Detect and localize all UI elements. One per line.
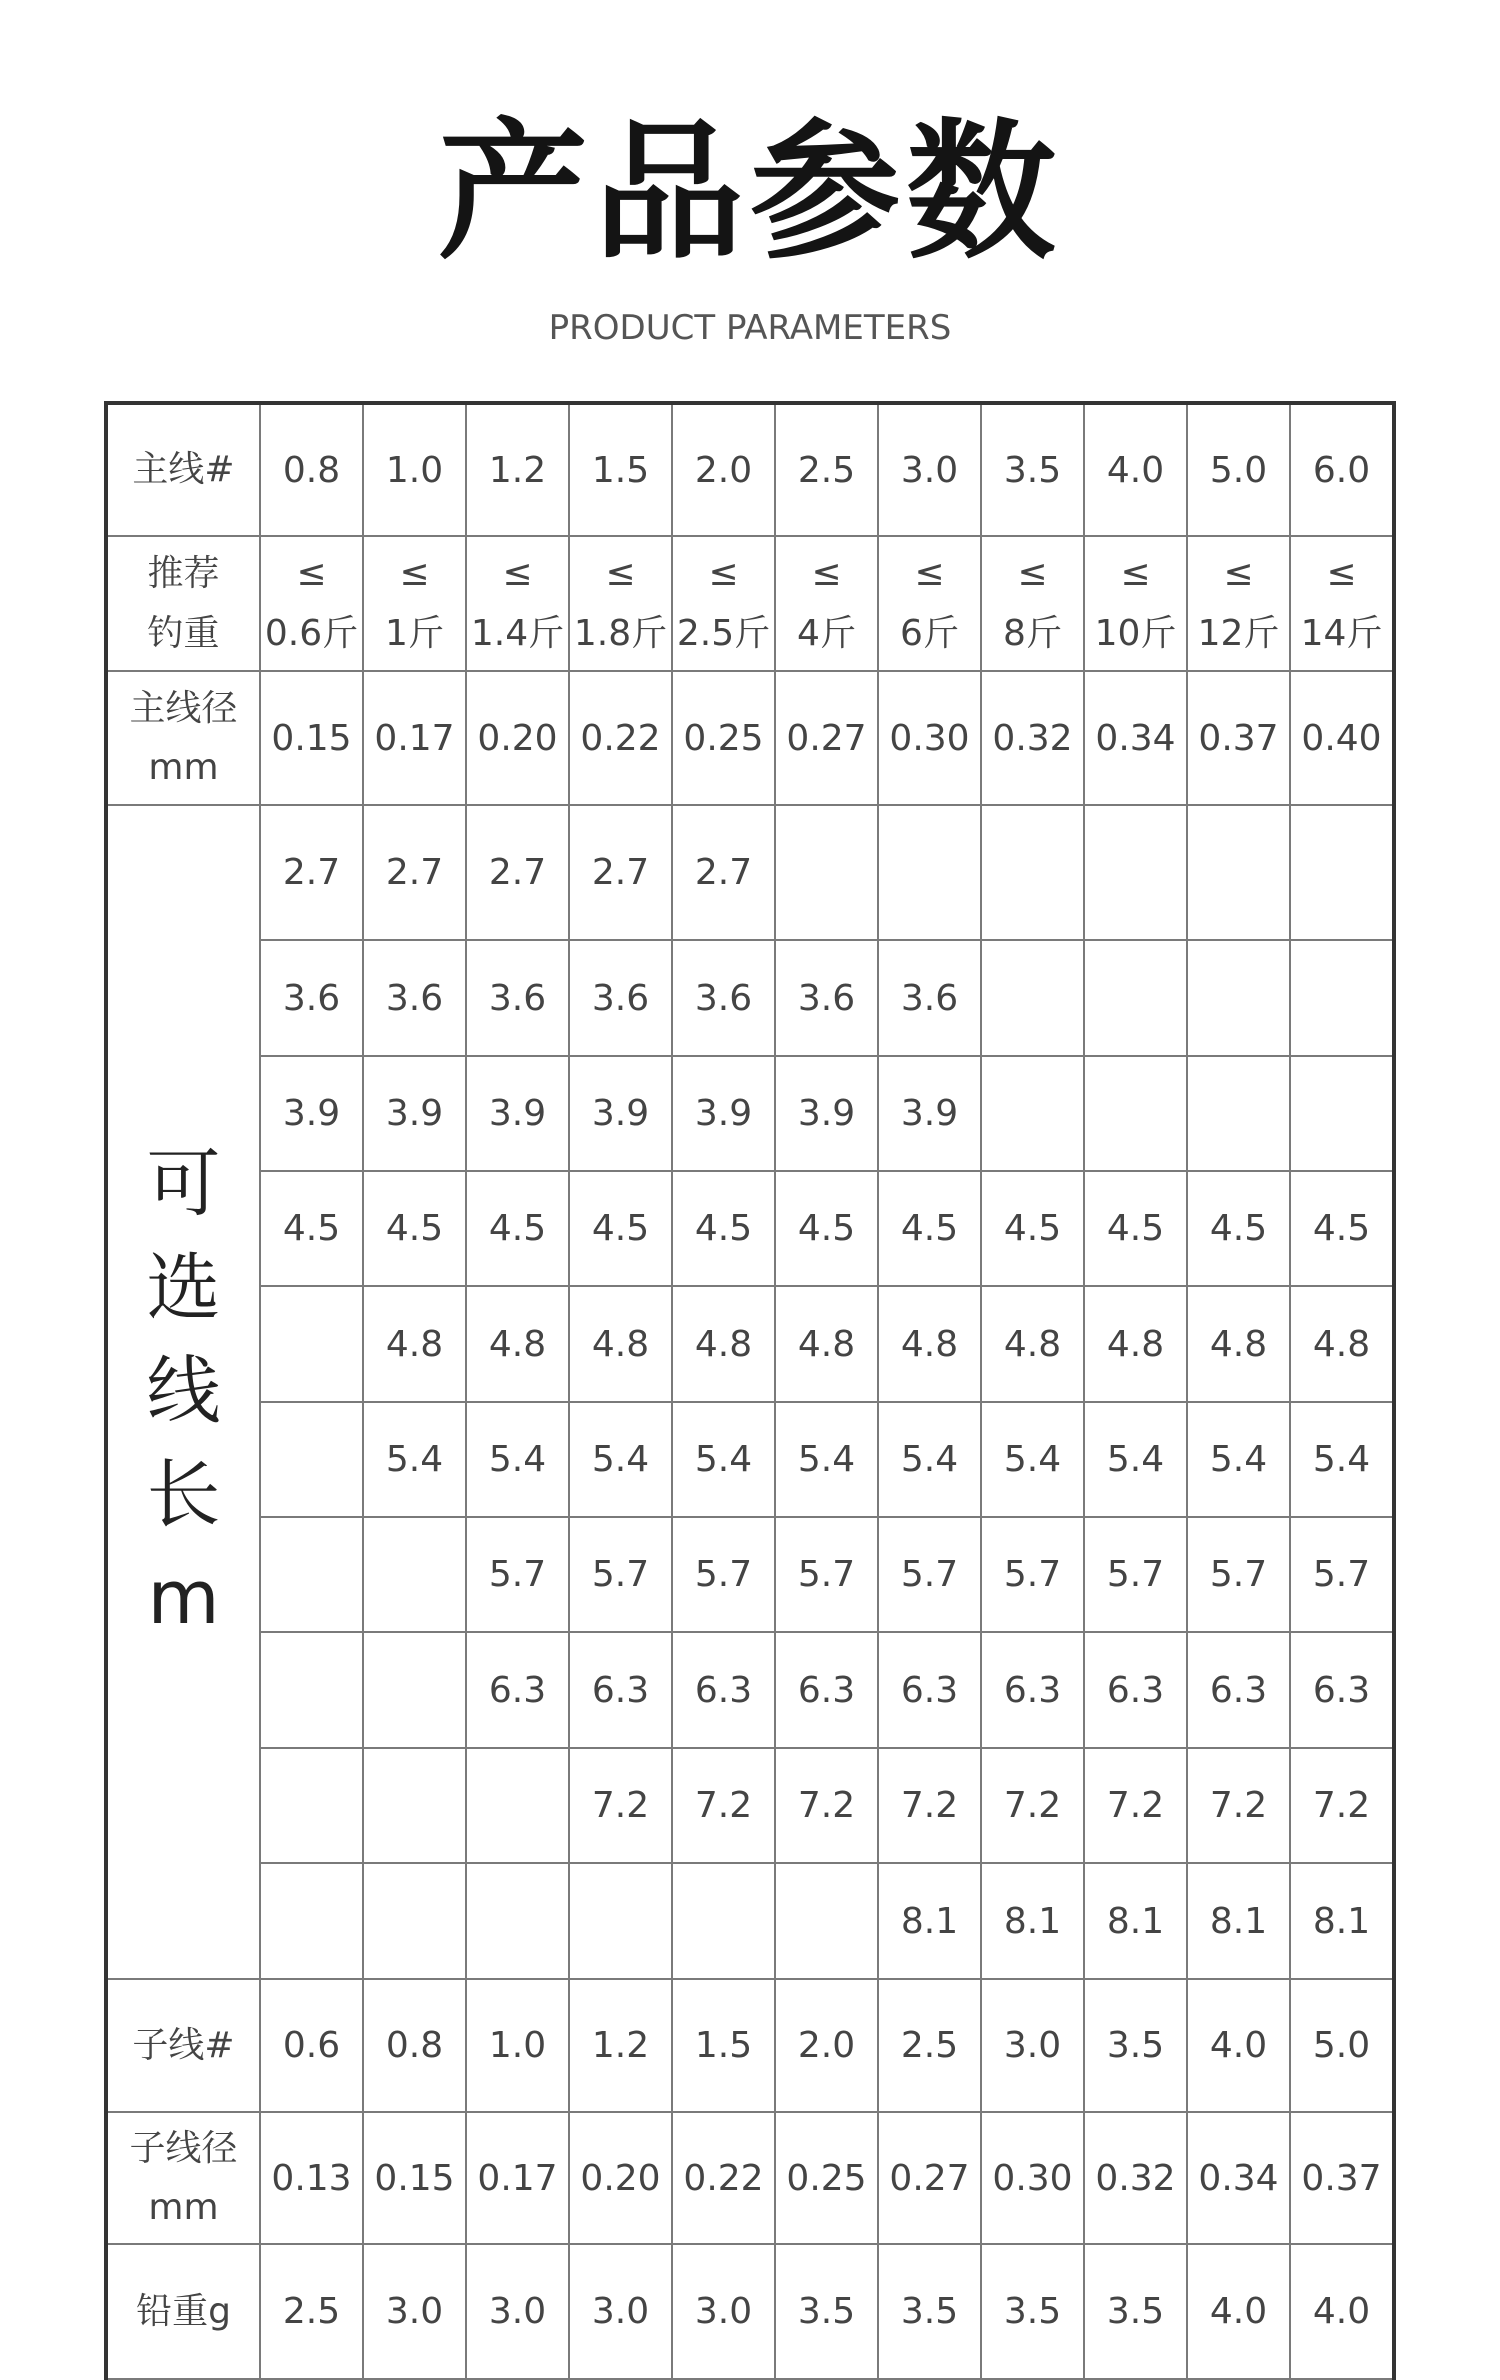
recommended-weight-cell [569, 536, 672, 671]
recommended-weight-cell [1084, 536, 1187, 671]
line-length-cell: 7.2 [775, 1748, 878, 1863]
line-length-cell [363, 1748, 466, 1863]
line-length-cell: 7.2 [1084, 1748, 1187, 1863]
recommended-weight-cell [1187, 536, 1290, 671]
line-length-cell [775, 1863, 878, 1979]
table-row [106, 2244, 1394, 2379]
sub-line-label: 子线# [106, 1979, 260, 2112]
recommended-weight-value: 0.6斤 [264, 612, 359, 654]
line-length-cell: 4.5 [1290, 1171, 1394, 1286]
table-row [106, 940, 1394, 1056]
optional-length-label-char: 选 [146, 1244, 221, 1331]
lead-weight-cell: 3.5 [878, 2244, 981, 2379]
less-equal-symbol: ≤ [502, 553, 533, 595]
sub-diameter-cell: 0.27 [878, 2112, 981, 2244]
line-length-cell: 4.8 [466, 1286, 569, 1402]
sub-line-cell: 1.0 [466, 1979, 569, 2112]
line-length-cell [981, 1056, 1084, 1171]
lead-weight-cell: 3.0 [466, 2244, 569, 2379]
line-length-cell: 4.5 [672, 1171, 775, 1286]
line-length-cell [1290, 940, 1394, 1056]
line-length-cell: 2.7 [260, 805, 363, 940]
main-diameter-label [106, 671, 260, 805]
line-length-cell: 4.8 [878, 1286, 981, 1402]
sub-diameter-cell: 0.20 [569, 2112, 672, 2244]
line-length-cell [569, 1863, 672, 1979]
lead-weight-cell: 4.0 [1187, 2244, 1290, 2379]
sub-line-cell: 0.6 [260, 1979, 363, 2112]
optional-length-label [106, 805, 260, 1979]
recommended-weight-label [106, 536, 260, 671]
line-length-cell: 7.2 [1290, 1748, 1394, 1863]
main-line-cell: 6.0 [1290, 403, 1394, 536]
recommended-weight-cell [1290, 536, 1394, 671]
line-length-cell [260, 1863, 363, 1979]
line-length-cell: 3.6 [672, 940, 775, 1056]
sub-diameter-cell: 0.17 [466, 2112, 569, 2244]
table-row [106, 1632, 1394, 1748]
line-length-cell: 7.2 [1187, 1748, 1290, 1863]
line-length-cell: 8.1 [1187, 1863, 1290, 1979]
sub-diameter-cell: 0.30 [981, 2112, 1084, 2244]
line-length-cell: 4.8 [672, 1286, 775, 1402]
line-length-cell: 3.9 [260, 1056, 363, 1171]
line-length-cell [466, 1863, 569, 1979]
line-length-cell: 4.8 [1187, 1286, 1290, 1402]
sub-line-cell: 1.2 [569, 1979, 672, 2112]
line-length-cell [1084, 940, 1187, 1056]
table-row [106, 2112, 1394, 2244]
line-length-cell [878, 805, 981, 940]
line-length-cell: 5.7 [672, 1517, 775, 1632]
recommended-weight-cell [363, 536, 466, 671]
line-length-cell [1084, 805, 1187, 940]
sub-line-cell: 2.0 [775, 1979, 878, 2112]
line-length-cell: 5.7 [775, 1517, 878, 1632]
line-length-cell: 4.8 [1084, 1286, 1187, 1402]
main-diameter-cell: 0.17 [363, 671, 466, 805]
less-equal-symbol: ≤ [1120, 553, 1151, 595]
page-subtitle: PRODUCT PARAMETERS [548, 308, 952, 348]
line-length-cell: 8.1 [1290, 1863, 1394, 1979]
line-length-cell [363, 1863, 466, 1979]
line-length-cell: 3.9 [672, 1056, 775, 1171]
line-length-cell: 4.8 [363, 1286, 466, 1402]
sub-diameter-label-line1: 子线径 [129, 2127, 238, 2169]
less-equal-symbol: ≤ [708, 553, 739, 595]
main-line-cell: 4.0 [1084, 403, 1187, 536]
recommended-weight-cell [260, 536, 363, 671]
line-length-cell [1290, 805, 1394, 940]
line-length-cell: 4.5 [569, 1171, 672, 1286]
main-line-cell: 2.5 [775, 403, 878, 536]
line-length-cell: 5.4 [775, 1402, 878, 1517]
line-length-cell: 6.3 [878, 1632, 981, 1748]
line-length-cell [981, 805, 1084, 940]
optional-length-label-char: m [147, 1555, 220, 1642]
line-length-cell: 6.3 [1187, 1632, 1290, 1748]
recommended-weight-label-line1: 推荐 [147, 553, 220, 595]
line-length-cell [260, 1402, 363, 1517]
line-length-cell: 3.9 [466, 1056, 569, 1171]
line-length-cell [363, 1517, 466, 1632]
main-line-cell: 2.0 [672, 403, 775, 536]
lead-weight-cell: 3.5 [1084, 2244, 1187, 2379]
line-length-cell [260, 1632, 363, 1748]
main-diameter-cell: 0.30 [878, 671, 981, 805]
line-length-cell: 3.6 [363, 940, 466, 1056]
recommended-weight-value: 14斤 [1300, 612, 1383, 654]
table-row [106, 671, 1394, 805]
sub-diameter-cell: 0.34 [1187, 2112, 1290, 2244]
line-length-cell: 3.6 [878, 940, 981, 1056]
line-length-cell: 4.5 [981, 1171, 1084, 1286]
line-length-cell [260, 1517, 363, 1632]
line-length-cell [775, 805, 878, 940]
sub-diameter-cell: 0.22 [672, 2112, 775, 2244]
sub-line-cell: 4.0 [1187, 1979, 1290, 2112]
main-diameter-label-line1: 主线径 [129, 687, 238, 729]
recommended-weight-value: 8斤 [1003, 612, 1062, 654]
line-length-cell: 3.9 [878, 1056, 981, 1171]
recommended-weight-value: 2.5斤 [676, 612, 771, 654]
less-equal-symbol: ≤ [1017, 553, 1048, 595]
line-length-cell: 6.3 [775, 1632, 878, 1748]
line-length-cell: 5.4 [878, 1402, 981, 1517]
sub-line-cell: 1.5 [672, 1979, 775, 2112]
line-length-cell: 5.7 [1084, 1517, 1187, 1632]
table-row [106, 1286, 1394, 1402]
line-length-cell: 5.4 [466, 1402, 569, 1517]
line-length-cell: 7.2 [569, 1748, 672, 1863]
line-length-cell: 5.4 [363, 1402, 466, 1517]
line-length-cell: 5.7 [1187, 1517, 1290, 1632]
lead-weight-label: 铅重g [106, 2244, 260, 2379]
table-row [106, 1056, 1394, 1171]
less-equal-symbol: ≤ [399, 553, 430, 595]
line-length-cell: 5.7 [569, 1517, 672, 1632]
less-equal-symbol: ≤ [811, 553, 842, 595]
line-length-cell: 6.3 [466, 1632, 569, 1748]
recommended-weight-value: 6斤 [900, 612, 959, 654]
line-length-cell: 3.9 [363, 1056, 466, 1171]
line-length-cell: 3.6 [260, 940, 363, 1056]
line-length-cell: 4.5 [260, 1171, 363, 1286]
line-length-cell [1187, 1056, 1290, 1171]
recommended-weight-value: 4斤 [797, 612, 856, 654]
line-length-cell: 3.6 [569, 940, 672, 1056]
recommended-weight-cell [466, 536, 569, 671]
sub-diameter-cell: 0.15 [363, 2112, 466, 2244]
main-diameter-cell: 0.40 [1290, 671, 1394, 805]
sub-diameter-cell: 0.13 [260, 2112, 363, 2244]
lead-weight-cell: 3.0 [569, 2244, 672, 2379]
main-line-cell: 3.5 [981, 403, 1084, 536]
line-length-cell: 5.7 [1290, 1517, 1394, 1632]
line-length-cell [363, 1632, 466, 1748]
line-length-cell: 4.5 [1084, 1171, 1187, 1286]
line-length-cell [1187, 940, 1290, 1056]
line-length-cell [1084, 1056, 1187, 1171]
line-length-cell: 5.7 [466, 1517, 569, 1632]
line-length-cell: 3.6 [775, 940, 878, 1056]
main-diameter-label-line2: mm [148, 747, 219, 788]
line-length-cell: 2.7 [672, 805, 775, 940]
main-line-cell: 5.0 [1187, 403, 1290, 536]
main-line-label: 主线# [106, 403, 260, 536]
main-diameter-cell: 0.27 [775, 671, 878, 805]
recommended-weight-cell [981, 536, 1084, 671]
line-length-cell: 4.8 [981, 1286, 1084, 1402]
line-length-cell: 2.7 [466, 805, 569, 940]
sub-line-cell: 2.5 [878, 1979, 981, 2112]
table-row [106, 1979, 1394, 2112]
line-length-cell: 3.9 [569, 1056, 672, 1171]
recommended-weight-label-line2: 钓重 [147, 612, 220, 654]
line-length-cell [260, 1748, 363, 1863]
line-length-cell: 3.6 [466, 940, 569, 1056]
lead-weight-cell: 3.0 [672, 2244, 775, 2379]
lead-weight-cell: 2.5 [260, 2244, 363, 2379]
line-length-cell: 4.5 [363, 1171, 466, 1286]
recommended-weight-cell [672, 536, 775, 671]
line-length-cell: 6.3 [569, 1632, 672, 1748]
main-line-cell: 0.8 [260, 403, 363, 536]
table-row [106, 1402, 1394, 1517]
line-length-cell: 4.8 [1290, 1286, 1394, 1402]
line-length-cell: 5.7 [981, 1517, 1084, 1632]
table-row [106, 1171, 1394, 1286]
main-diameter-cell: 0.37 [1187, 671, 1290, 805]
page-title: 产品参数 [437, 106, 1062, 280]
line-length-cell: 2.7 [569, 805, 672, 940]
optional-length-label-char: 线 [146, 1348, 221, 1435]
sub-line-cell: 0.8 [363, 1979, 466, 2112]
recommended-weight-value: 1.4斤 [470, 612, 565, 654]
sub-diameter-cell: 0.37 [1290, 2112, 1394, 2244]
line-length-cell: 5.4 [569, 1402, 672, 1517]
parameters-table [104, 401, 1396, 2380]
main-diameter-cell: 0.22 [569, 671, 672, 805]
recommended-weight-value: 1斤 [385, 612, 444, 654]
sub-line-cell: 3.0 [981, 1979, 1084, 2112]
sub-diameter-label-line2: mm [148, 2187, 219, 2228]
table-row [106, 1863, 1394, 1979]
less-equal-symbol: ≤ [605, 553, 636, 595]
line-length-cell: 8.1 [1084, 1863, 1187, 1979]
line-length-cell: 8.1 [878, 1863, 981, 1979]
line-length-cell: 4.5 [466, 1171, 569, 1286]
main-line-cell: 1.2 [466, 403, 569, 536]
lead-weight-cell: 4.0 [1290, 2244, 1394, 2379]
line-length-cell: 5.4 [672, 1402, 775, 1517]
recommended-weight-cell [878, 536, 981, 671]
sub-diameter-cell: 0.25 [775, 2112, 878, 2244]
table-row [106, 1517, 1394, 1632]
lead-weight-cell: 3.5 [981, 2244, 1084, 2379]
line-length-cell: 3.9 [775, 1056, 878, 1171]
line-length-cell [260, 1286, 363, 1402]
recommended-weight-value: 12斤 [1197, 612, 1280, 654]
main-line-cell: 3.0 [878, 403, 981, 536]
main-diameter-cell: 0.32 [981, 671, 1084, 805]
line-length-cell: 5.4 [1290, 1402, 1394, 1517]
main-diameter-cell: 0.34 [1084, 671, 1187, 805]
line-length-cell: 4.5 [878, 1171, 981, 1286]
line-length-cell: 5.4 [981, 1402, 1084, 1517]
line-length-cell: 6.3 [981, 1632, 1084, 1748]
line-length-cell [1290, 1056, 1394, 1171]
recommended-weight-value: 1.8斤 [573, 612, 668, 654]
table-row [106, 805, 1394, 940]
line-length-cell: 5.4 [1084, 1402, 1187, 1517]
main-line-cell: 1.0 [363, 403, 466, 536]
line-length-cell: 6.3 [672, 1632, 775, 1748]
optional-length-label-char: 长 [146, 1451, 221, 1538]
line-length-cell: 7.2 [672, 1748, 775, 1863]
line-length-cell: 7.2 [878, 1748, 981, 1863]
table-row [106, 403, 1394, 536]
sub-diameter-label [106, 2112, 260, 2244]
line-length-cell: 4.8 [775, 1286, 878, 1402]
main-line-cell: 1.5 [569, 403, 672, 536]
line-length-cell: 4.8 [569, 1286, 672, 1402]
sub-diameter-cell: 0.32 [1084, 2112, 1187, 2244]
line-length-cell: 6.3 [1290, 1632, 1394, 1748]
line-length-cell: 7.2 [981, 1748, 1084, 1863]
line-length-cell: 6.3 [1084, 1632, 1187, 1748]
optional-length-label-char: 可 [146, 1141, 221, 1228]
recommended-weight-cell [775, 536, 878, 671]
lead-weight-cell: 3.5 [775, 2244, 878, 2379]
less-equal-symbol: ≤ [1326, 553, 1357, 595]
sub-line-cell: 3.5 [1084, 1979, 1187, 2112]
main-diameter-cell: 0.20 [466, 671, 569, 805]
less-equal-symbol: ≤ [296, 553, 327, 595]
lead-weight-cell: 3.0 [363, 2244, 466, 2379]
line-length-cell: 8.1 [981, 1863, 1084, 1979]
line-length-cell [1187, 805, 1290, 940]
line-length-cell [981, 940, 1084, 1056]
sub-line-cell: 5.0 [1290, 1979, 1394, 2112]
main-diameter-cell: 0.25 [672, 671, 775, 805]
less-equal-symbol: ≤ [1223, 553, 1254, 595]
line-length-cell [466, 1748, 569, 1863]
less-equal-symbol: ≤ [914, 553, 945, 595]
table-row [106, 536, 1394, 671]
line-length-cell: 2.7 [363, 805, 466, 940]
line-length-cell: 5.4 [1187, 1402, 1290, 1517]
main-diameter-cell: 0.15 [260, 671, 363, 805]
table-row [106, 1748, 1394, 1863]
recommended-weight-value: 10斤 [1094, 612, 1177, 654]
line-length-cell: 4.5 [1187, 1171, 1290, 1286]
line-length-cell [672, 1863, 775, 1979]
line-length-cell: 5.7 [878, 1517, 981, 1632]
line-length-cell: 4.5 [775, 1171, 878, 1286]
